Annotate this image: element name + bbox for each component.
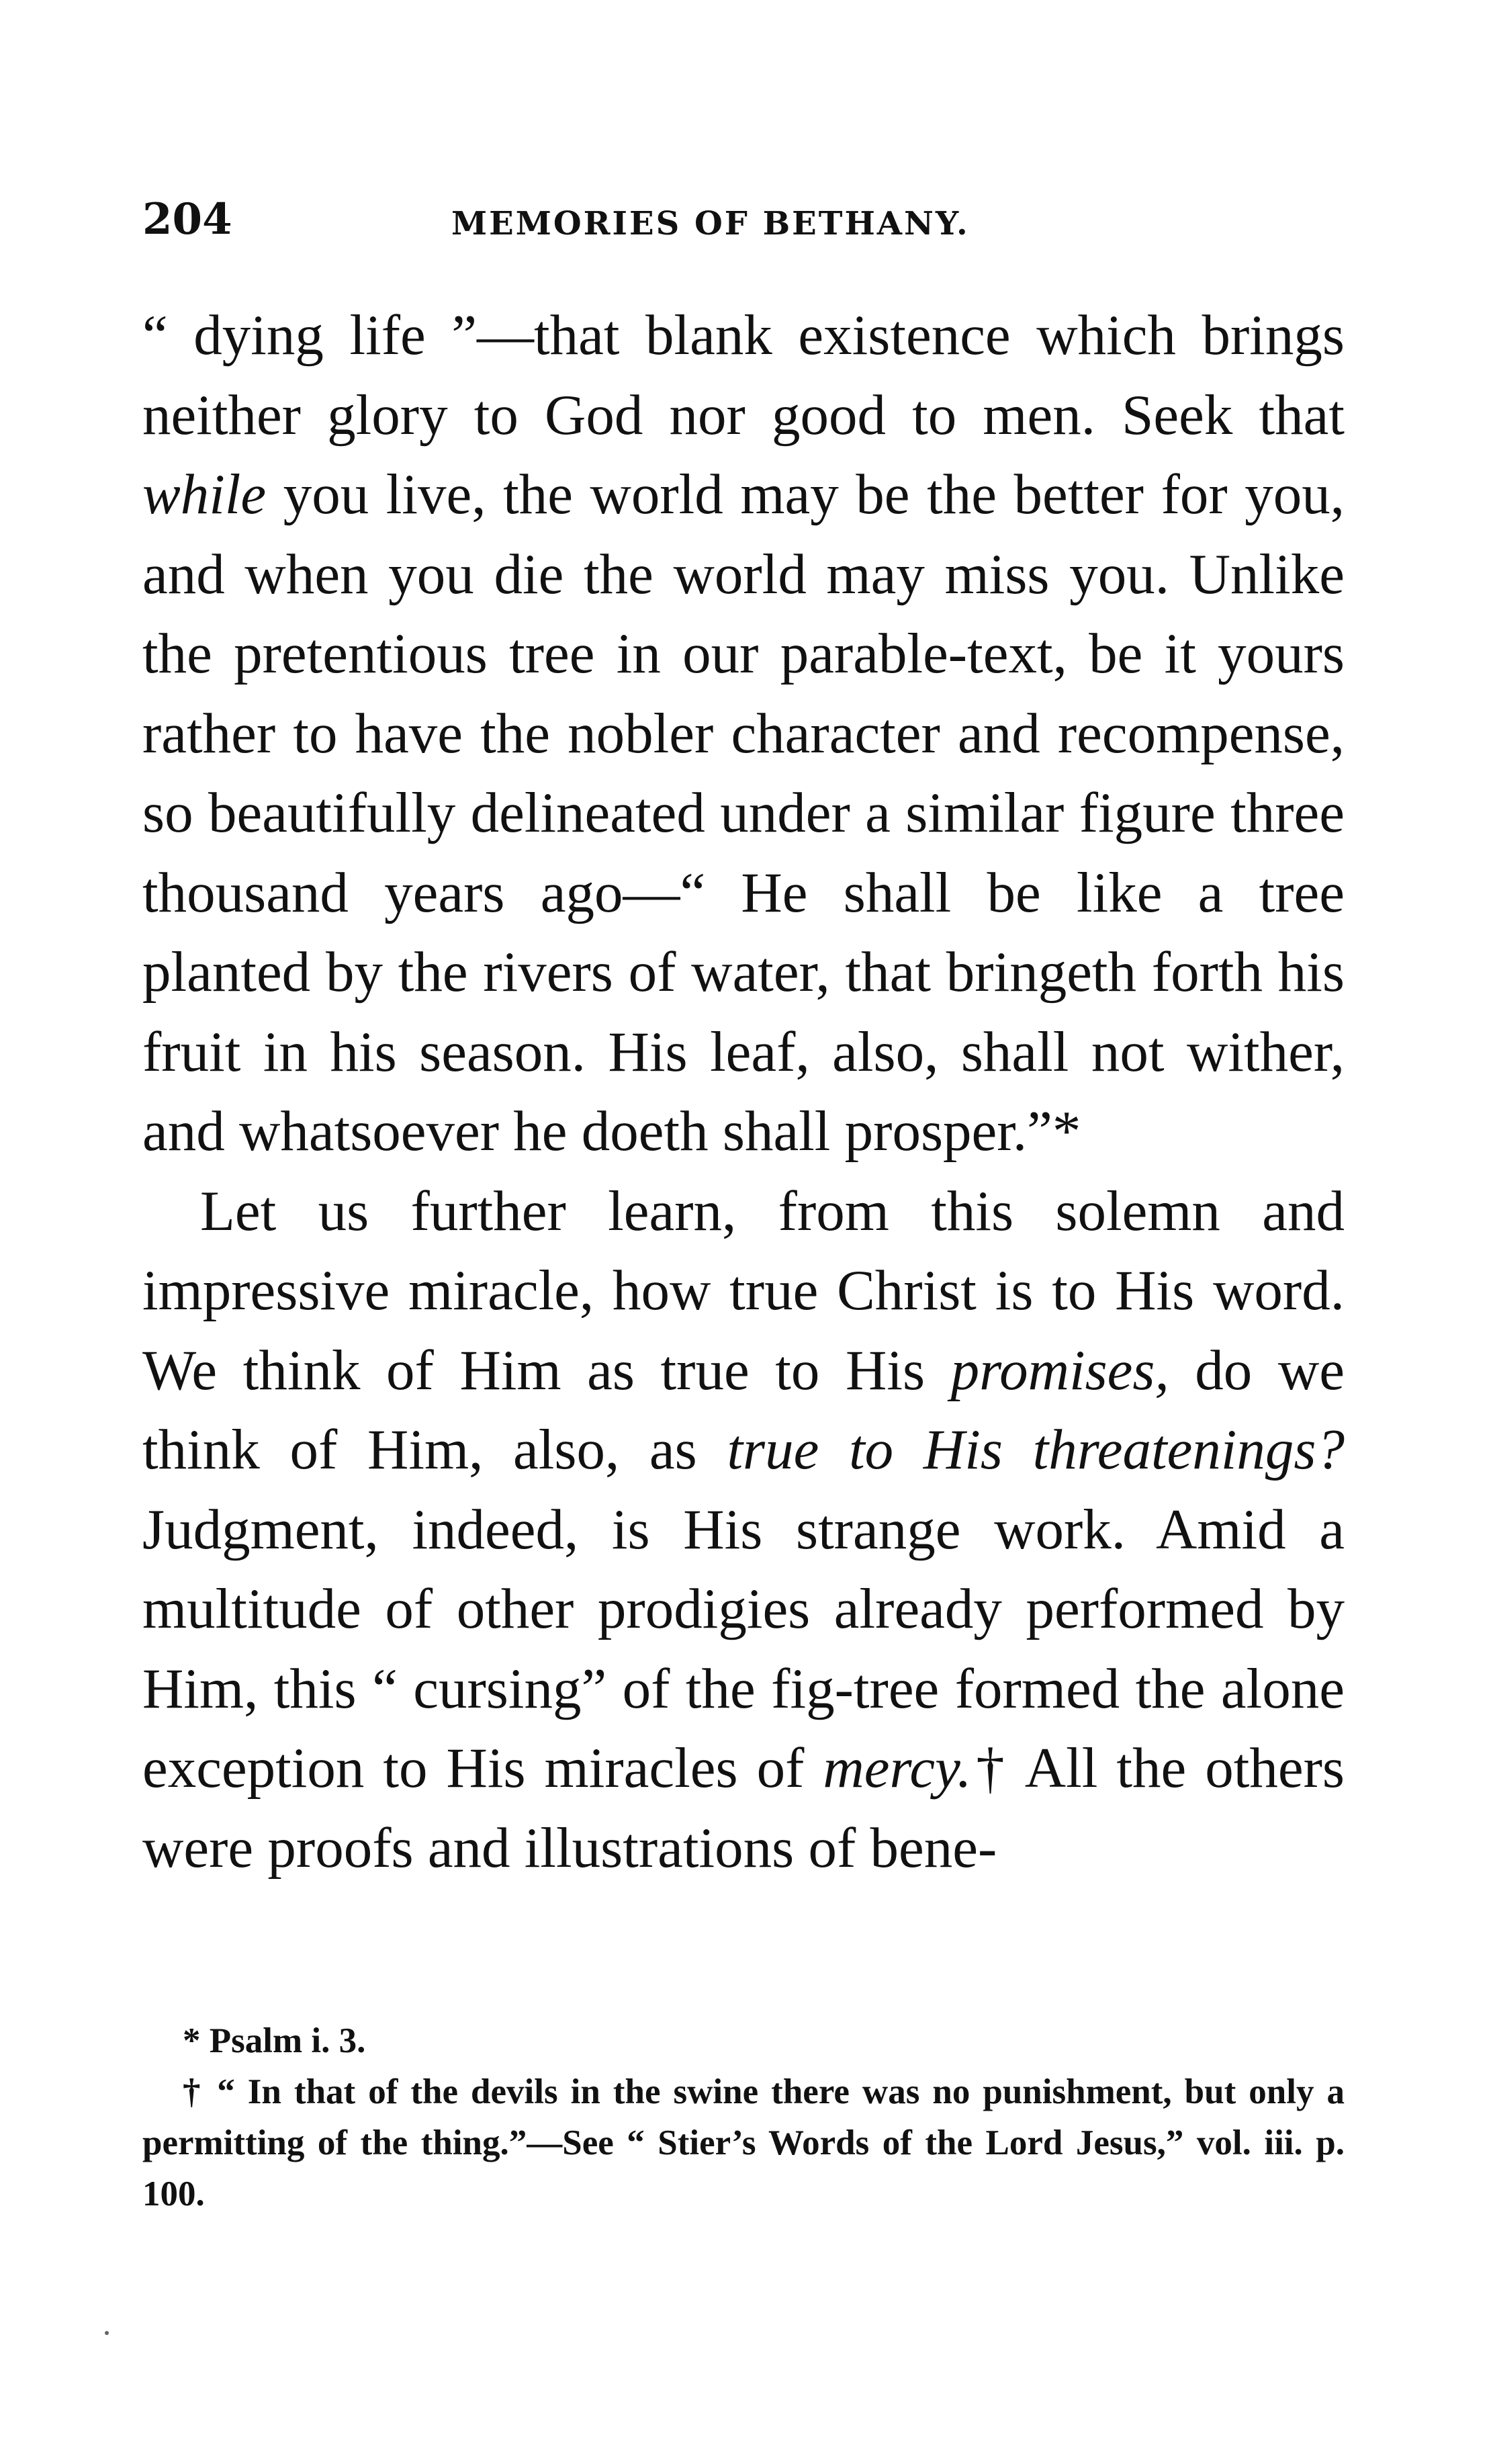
paragraph-1-text-b: you live, the world may be the better for you, and when you die the world may miss you. Unlike the pretentious tree in our parable-text, be it yours rather to have the nobler character and recompense, so beautifully delineated under a similar figure three thousand years ago—“ He shall be like a tree planted by the rivers of water, that bringeth forth his fruit in his season. His leaf, also, shall not wither, and whatsoever he doeth shall prosper.”* [142, 463, 1345, 1163]
paragraph-2-text-c: Judgment, indeed, is His strange work. Amid a multitude of other prodigies already performed by Him, this “ cursing” of the fig-tree formed the alone exception to His miracles of [142, 1497, 1345, 1800]
footnote-2: † “ In that of the devils in the swine there was no punishment, but only a permitting of the thing.”—See “ Stier’s Words of the Lord Jesus,” vol. iii. p. 100. [142, 2072, 1345, 2213]
paragraph-1-italic-while: while [142, 463, 267, 526]
footnotes [142, 2015, 1345, 2219]
paragraph-2-italic-promises: promises, [950, 1338, 1169, 1402]
running-head: MEMORIES OF BETHANY. [451, 205, 970, 243]
paragraph-1-text-a: “ dying life ”—that blank existence which brings neither glory to God nor good to men. Seek that [142, 304, 1345, 447]
paragraph-1 [142, 296, 1345, 1172]
paragraph-2-italic-mercy: mercy. [823, 1736, 972, 1800]
page-number: 204 [142, 194, 232, 245]
page-header [142, 189, 1351, 250]
paragraph-2 [142, 1172, 1345, 1888]
paragraph-2-italic-threatenings: true to His threatenings? [727, 1418, 1345, 1481]
paragraph-2-text-b: do we think of Him, also, as [142, 1338, 1345, 1481]
footnote-1: * Psalm i. 3. [183, 2021, 366, 2060]
page-speck [105, 2331, 109, 2335]
body-text [142, 296, 1345, 1888]
paragraph-2-text-d: † All the others were proofs and illustrations of bene- [142, 1736, 1345, 1880]
paragraph-2-text-a: Let us further learn, from this solemn and impressive miracle, how true Christ is to His word. We think of Him as true to His [142, 1179, 1345, 1402]
